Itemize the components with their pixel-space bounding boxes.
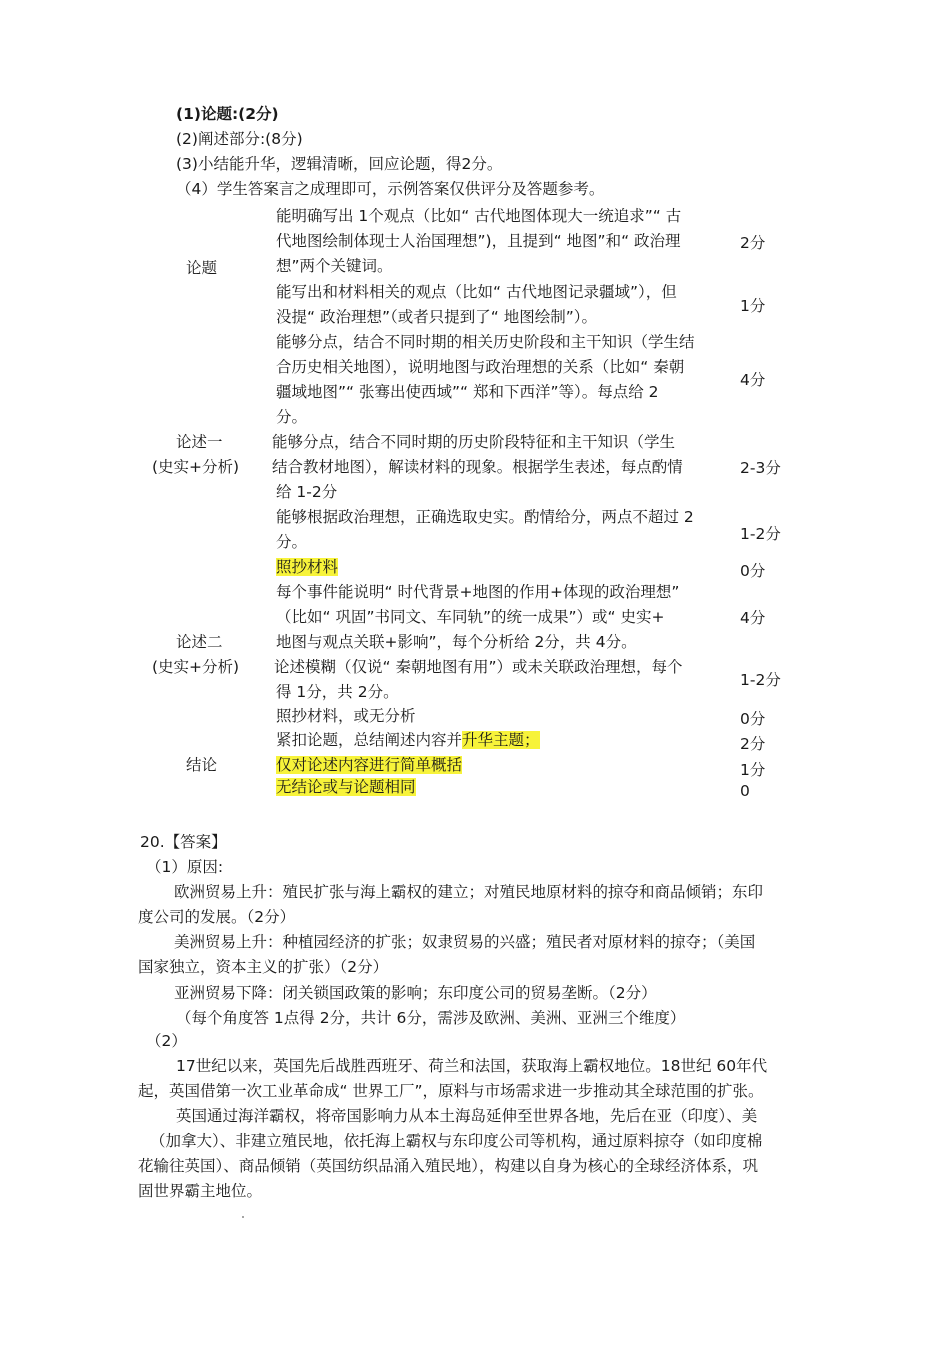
rubric-score-arg1-1: 4分 [740,371,766,389]
q20-america: 美洲贸易上升：种植园经济的扩张；奴隶贸易的兴盛；殖民者对原材料的掠夺；（美国 国家独立，资本主义的扩张）（2分） [138,933,756,976]
rubric-criterion-concl-2: 仅对论述内容进行简单概括 [276,756,463,774]
stray-dot [242,1216,244,1218]
rubric-criterion-concl-1: 紧扣论题，总结阐述内容并升华主题； [276,731,540,749]
rubric-score-arg2-1: 4分 [740,609,766,627]
rubric-label-arg2-sub: (史实+分析) [152,658,240,676]
rubric-score-arg1-3: 1-2分 [740,525,781,543]
rubric-criterion-arg1-3: 能够根据政治理想，正确选取史实。酌情给分，两点不超过 2 分。 [276,508,694,551]
rubric-criterion-topic-2: 能写出和材料相关的观点（比如“ 古代地图记录疆域”），但 没提“ 政治理想”（或者只提到了“ 地图绘制”）。 [276,283,677,326]
rubric-criterion-concl-3 [276,775,731,800]
rubric-score-topic-2: 1分 [740,297,766,315]
rubric-score-arg1-2: 2-3分 [740,459,781,477]
rubric-score-concl-2: 1分 [740,761,766,779]
q20-asia: 亚洲贸易下降：闭关锁国政策的影响；东印度公司的贸易垄断。（2分） [174,984,657,1002]
rubric-label-conclusion: 结论 [186,756,218,774]
rubric-score-arg2-2: 1-2分 [740,671,781,689]
rubric-criterion-arg1-1: 能够分点，结合不同时期的相关历史阶段和主干知识（学生结 合历史相关地图），说明地图与政治理想的关系（比如“ 秦朝 疆域地图”“ 张骞出使西域”“ 郑和下西洋”等）。每点给 2 分。 [276,333,695,426]
highlight-no-conclusion: 无结论或与论题相同 [276,778,416,796]
q20-europe: 欧洲贸易上升：殖民扩张与海上霸权的建立；对殖民地原材料的掠夺和商品倾销；东印 度公司的发展。（2分） [138,883,764,926]
intro-line-1: (1)论题:(2分) [176,105,279,123]
rubric-score-arg2-3: 0分 [740,710,766,728]
rubric-score-concl-1: 2分 [740,735,766,753]
q20-paragraph-2: 英国通过海洋霸权，将帝国影响力从本土海岛延伸至世界各地，先后在亚（印度）、美 （加拿大）、非建立殖民地，依托海上霸权与东印度公司等机构，通过原料掠夺（如印度棉 花输往英国）、商品倾销（英国纺织品涌入殖民地），构建以自身为核心的全球经济体系，巩 固世界霸主地位。 [138,1107,763,1200]
q20-part2: （2） [146,1032,187,1050]
highlight-simple-summary: 简单概括 [400,756,463,774]
rubric-label-topic: 论题 [186,259,218,277]
intro-line-2: (2)阐述部分:(8分) [176,130,303,148]
rubric-label-arg1: 论述一 [176,433,223,451]
q20-title: 20.【答案】 [140,833,227,851]
rubric-score-arg1-4: 0分 [740,562,766,580]
rubric-criterion-arg2-2: 论述模糊（仅说“ 秦朝地图有用”）或未关联政治理想，每个 得 1分，共 2分。 [274,658,683,701]
q20-paragraph-1: 17世纪以来，英国先后战胜西班牙、荷兰和法国，获取海上霸权地位。18世纪 60年代 起，英国借第一次工业革命成“ 世界工厂”，原料与市场需求进一步推动其全球范围的扩张。 [138,1057,768,1100]
intro-line-3: (3)小结能升华，逻辑清晰，回应论题，得2分。 [176,155,503,173]
rubric-criterion-arg2-1: 每个事件能说明“ 时代背景+地图的作用+体现的政治理想” （比如“ 巩固”书同文、车同轨”的统一成果”）或“ 史实+ 地图与观点关联+影响”，每个分析给 2分，共 4分。 [276,583,680,651]
rubric-criterion-arg1-2: 能够分点，结合不同时期的历史阶段特征和主干知识（学生 结合教材地图），解读材料的现象。根据学生表述，每点酌情 给 1-2分 [272,433,683,501]
rubric-criterion-arg1-4 [276,555,731,580]
rubric-criterion-arg2-3: 照抄材料，或无分析 [276,707,416,725]
rubric-label-arg2: 论述二 [176,633,223,651]
rubric-criterion-topic-1: 能明确写出 1个观点（比如“ 古代地图体现大一统追求”“ 古 代地图绘制体现士人治国理想”)，且提到“ 地图”和“ 政治理 想”两个关键词。 [276,207,682,275]
intro-line-4: （4）学生答案言之成理即可，示例答案仅供评分及答题参考。 [176,180,605,198]
rubric-score-concl-3: 0 [740,782,750,800]
highlight-copy-material: 照抄材料 [276,558,339,576]
q20-note: （每个角度答 1点得 2分，共计 6分，需涉及欧洲、美洲、亚洲三个维度） [176,1009,686,1027]
highlight-elevate-theme: 升华主题； [462,731,540,749]
rubric-label-arg1-sub: (史实+分析) [152,458,240,476]
rubric-score-topic-1: 2分 [740,234,766,252]
q20-part1: （1）原因: [146,858,224,876]
